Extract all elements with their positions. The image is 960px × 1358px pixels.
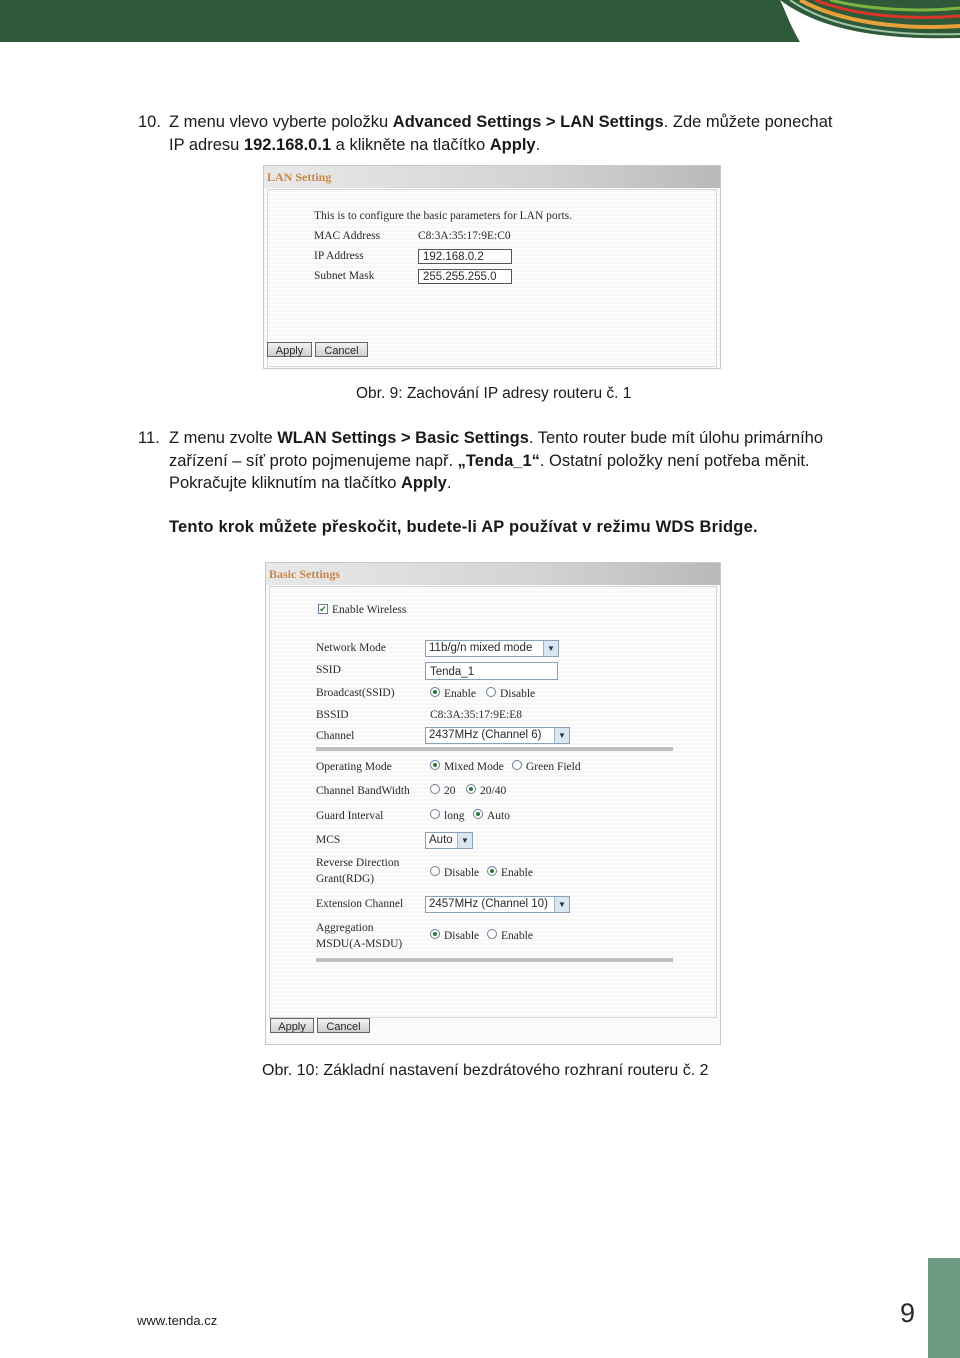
text: . [446, 474, 452, 492]
mac-label: MAC Address [314, 230, 381, 242]
ip-address: 192.168.0.1 [243, 135, 332, 154]
header-swoosh-graphic [760, 0, 960, 42]
agg-enable-label: Enable [501, 930, 533, 942]
step-11 [138, 427, 858, 495]
gi-long-label: long [444, 810, 465, 822]
agg-enable-radio[interactable] [487, 929, 497, 939]
gi-auto-label: Auto [487, 810, 510, 822]
extension-channel-select[interactable] [425, 896, 570, 913]
cancel-button[interactable]: Cancel [317, 1018, 370, 1033]
gi-auto-radio[interactable] [473, 809, 483, 819]
rdg-enable-radio[interactable] [487, 866, 497, 876]
text: a klikněte na tlačítko [331, 135, 490, 154]
bw-20-label: 20 [444, 785, 456, 797]
subnet-mask-input[interactable]: 255.255.255.0 [418, 269, 512, 284]
section-divider [316, 747, 673, 751]
broadcast-disable-radio[interactable] [486, 687, 496, 697]
aggregation-label-line1: Aggregation [316, 922, 374, 934]
apply-word: Apply [401, 474, 447, 492]
figure-caption-9: Obr. 9: Zachování IP adresy routeru č. 1 [356, 385, 632, 402]
agg-disable-radio[interactable] [430, 929, 440, 939]
operating-mode-label: Operating Mode [316, 761, 392, 773]
broadcast-disable-label: Disable [500, 688, 536, 700]
extension-channel-label: Extension Channel [316, 898, 404, 910]
broadcast-enable-radio[interactable] [430, 687, 440, 697]
select-value: 11b/g/n mixed mode [429, 642, 533, 654]
apply-word: Apply [489, 135, 536, 154]
basic-settings-panel [265, 562, 721, 1045]
page-tab [928, 1258, 960, 1358]
apply-button[interactable]: Apply [267, 342, 312, 357]
apply-button[interactable]: Apply [270, 1018, 314, 1033]
text: zařízení – síť proto pojmenujeme např. [169, 451, 458, 470]
cancel-button[interactable]: Cancel [315, 342, 368, 357]
ssid-example: „Tenda_1“ [457, 451, 540, 470]
agg-disable-label: Disable [444, 930, 480, 942]
text: . Ostatní položky není potřeba měnit. [539, 451, 810, 470]
gi-long-radio[interactable] [430, 809, 440, 819]
text: Z menu vlevo vyberte položku [169, 113, 393, 131]
chevron-down-icon: ▼ [554, 728, 569, 743]
enable-wireless-label: Enable Wireless [332, 604, 407, 616]
intro-text: This is to configure the basic parameters for LAN ports. [314, 210, 573, 222]
broadcast-label: Broadcast(SSID) [316, 687, 395, 699]
chevron-down-icon: ▼ [543, 641, 558, 656]
opmode-green-label: Green Field [526, 761, 581, 773]
opmode-mixed-radio[interactable] [430, 760, 440, 770]
bssid-value: C8:3A:35:17:9E:E8 [430, 709, 522, 721]
broadcast-enable-label: Enable [444, 688, 476, 700]
panel-title: Basic Settings [266, 563, 720, 585]
step-text [169, 111, 858, 156]
guard-interval-label: Guard Interval [316, 810, 384, 822]
text: . [535, 135, 541, 154]
bw-2040-label: 20/40 [480, 785, 507, 797]
ssid-input[interactable]: Tenda_1 [425, 662, 558, 680]
rdg-enable-label: Enable [501, 867, 533, 879]
chevron-down-icon: ▼ [457, 833, 472, 848]
select-value: Auto [429, 834, 453, 846]
page-number: 9 [900, 1298, 916, 1328]
network-mode-label: Network Mode [316, 642, 386, 654]
menu-path: Advanced Settings > LAN Settings [392, 113, 664, 131]
channel-label: Channel [316, 730, 355, 742]
lan-settings-panel [263, 165, 721, 369]
step-number: 10. [138, 113, 161, 131]
mask-label: Subnet Mask [314, 270, 375, 282]
opmode-green-radio[interactable] [512, 760, 522, 770]
step-number: 11. [138, 429, 160, 447]
chevron-down-icon: ▼ [554, 897, 569, 912]
text: Z menu zvolte [169, 429, 278, 447]
bssid-label: BSSID [316, 709, 349, 721]
channel-select[interactable] [425, 727, 570, 744]
menu-path: WLAN Settings > Basic Settings [277, 429, 529, 447]
figure-caption-10: Obr. 10: Základní nastavení bezdrátového rozhraní routeru č. 2 [262, 1062, 709, 1079]
text: Pokračujte kliknutím na tlačítko [169, 474, 402, 492]
text: . Tento router bude mít úlohu primárního [528, 429, 824, 447]
ip-address-input[interactable]: 192.168.0.2 [418, 249, 512, 264]
skip-note: Tento krok můžete přeskočit, budete-li AP používat v režimu WDS Bridge. [169, 518, 758, 536]
footer-url: www.tenda.cz [137, 1313, 218, 1328]
rdg-disable-label: Disable [444, 867, 480, 879]
text: . Zde můžete ponechat [663, 113, 833, 131]
mcs-label: MCS [316, 834, 341, 846]
aggregation-label-line2: MSDU(A-MSDU) [316, 938, 403, 950]
ssid-label: SSID [316, 664, 341, 676]
opmode-mixed-label: Mixed Mode [444, 761, 504, 773]
panel-body [267, 189, 717, 367]
rdg-label-line1: Reverse Direction [316, 857, 400, 869]
select-value: 2437MHz (Channel 6) [429, 729, 542, 741]
step-10 [138, 111, 858, 156]
rdg-disable-radio[interactable] [430, 866, 440, 876]
mac-value: C8:3A:35:17:9E:C0 [418, 230, 511, 242]
network-mode-select[interactable] [425, 640, 559, 657]
panel-body [269, 586, 717, 1018]
enable-wireless-checkbox[interactable]: ✔ [319, 604, 327, 614]
ip-label: IP Address [314, 250, 364, 262]
bw-20-radio[interactable] [430, 784, 440, 794]
panel-title: LAN Setting [264, 166, 720, 188]
bandwidth-label: Channel BandWidth [316, 785, 410, 797]
section-divider [316, 958, 673, 962]
select-value: 2457MHz (Channel 10) [429, 898, 548, 910]
rdg-label-line2: Grant(RDG) [316, 873, 375, 885]
bw-2040-radio[interactable] [466, 784, 476, 794]
mcs-select[interactable] [425, 832, 473, 849]
text: IP adresu [169, 135, 244, 154]
header-bar [0, 0, 960, 42]
step-text [169, 427, 858, 495]
